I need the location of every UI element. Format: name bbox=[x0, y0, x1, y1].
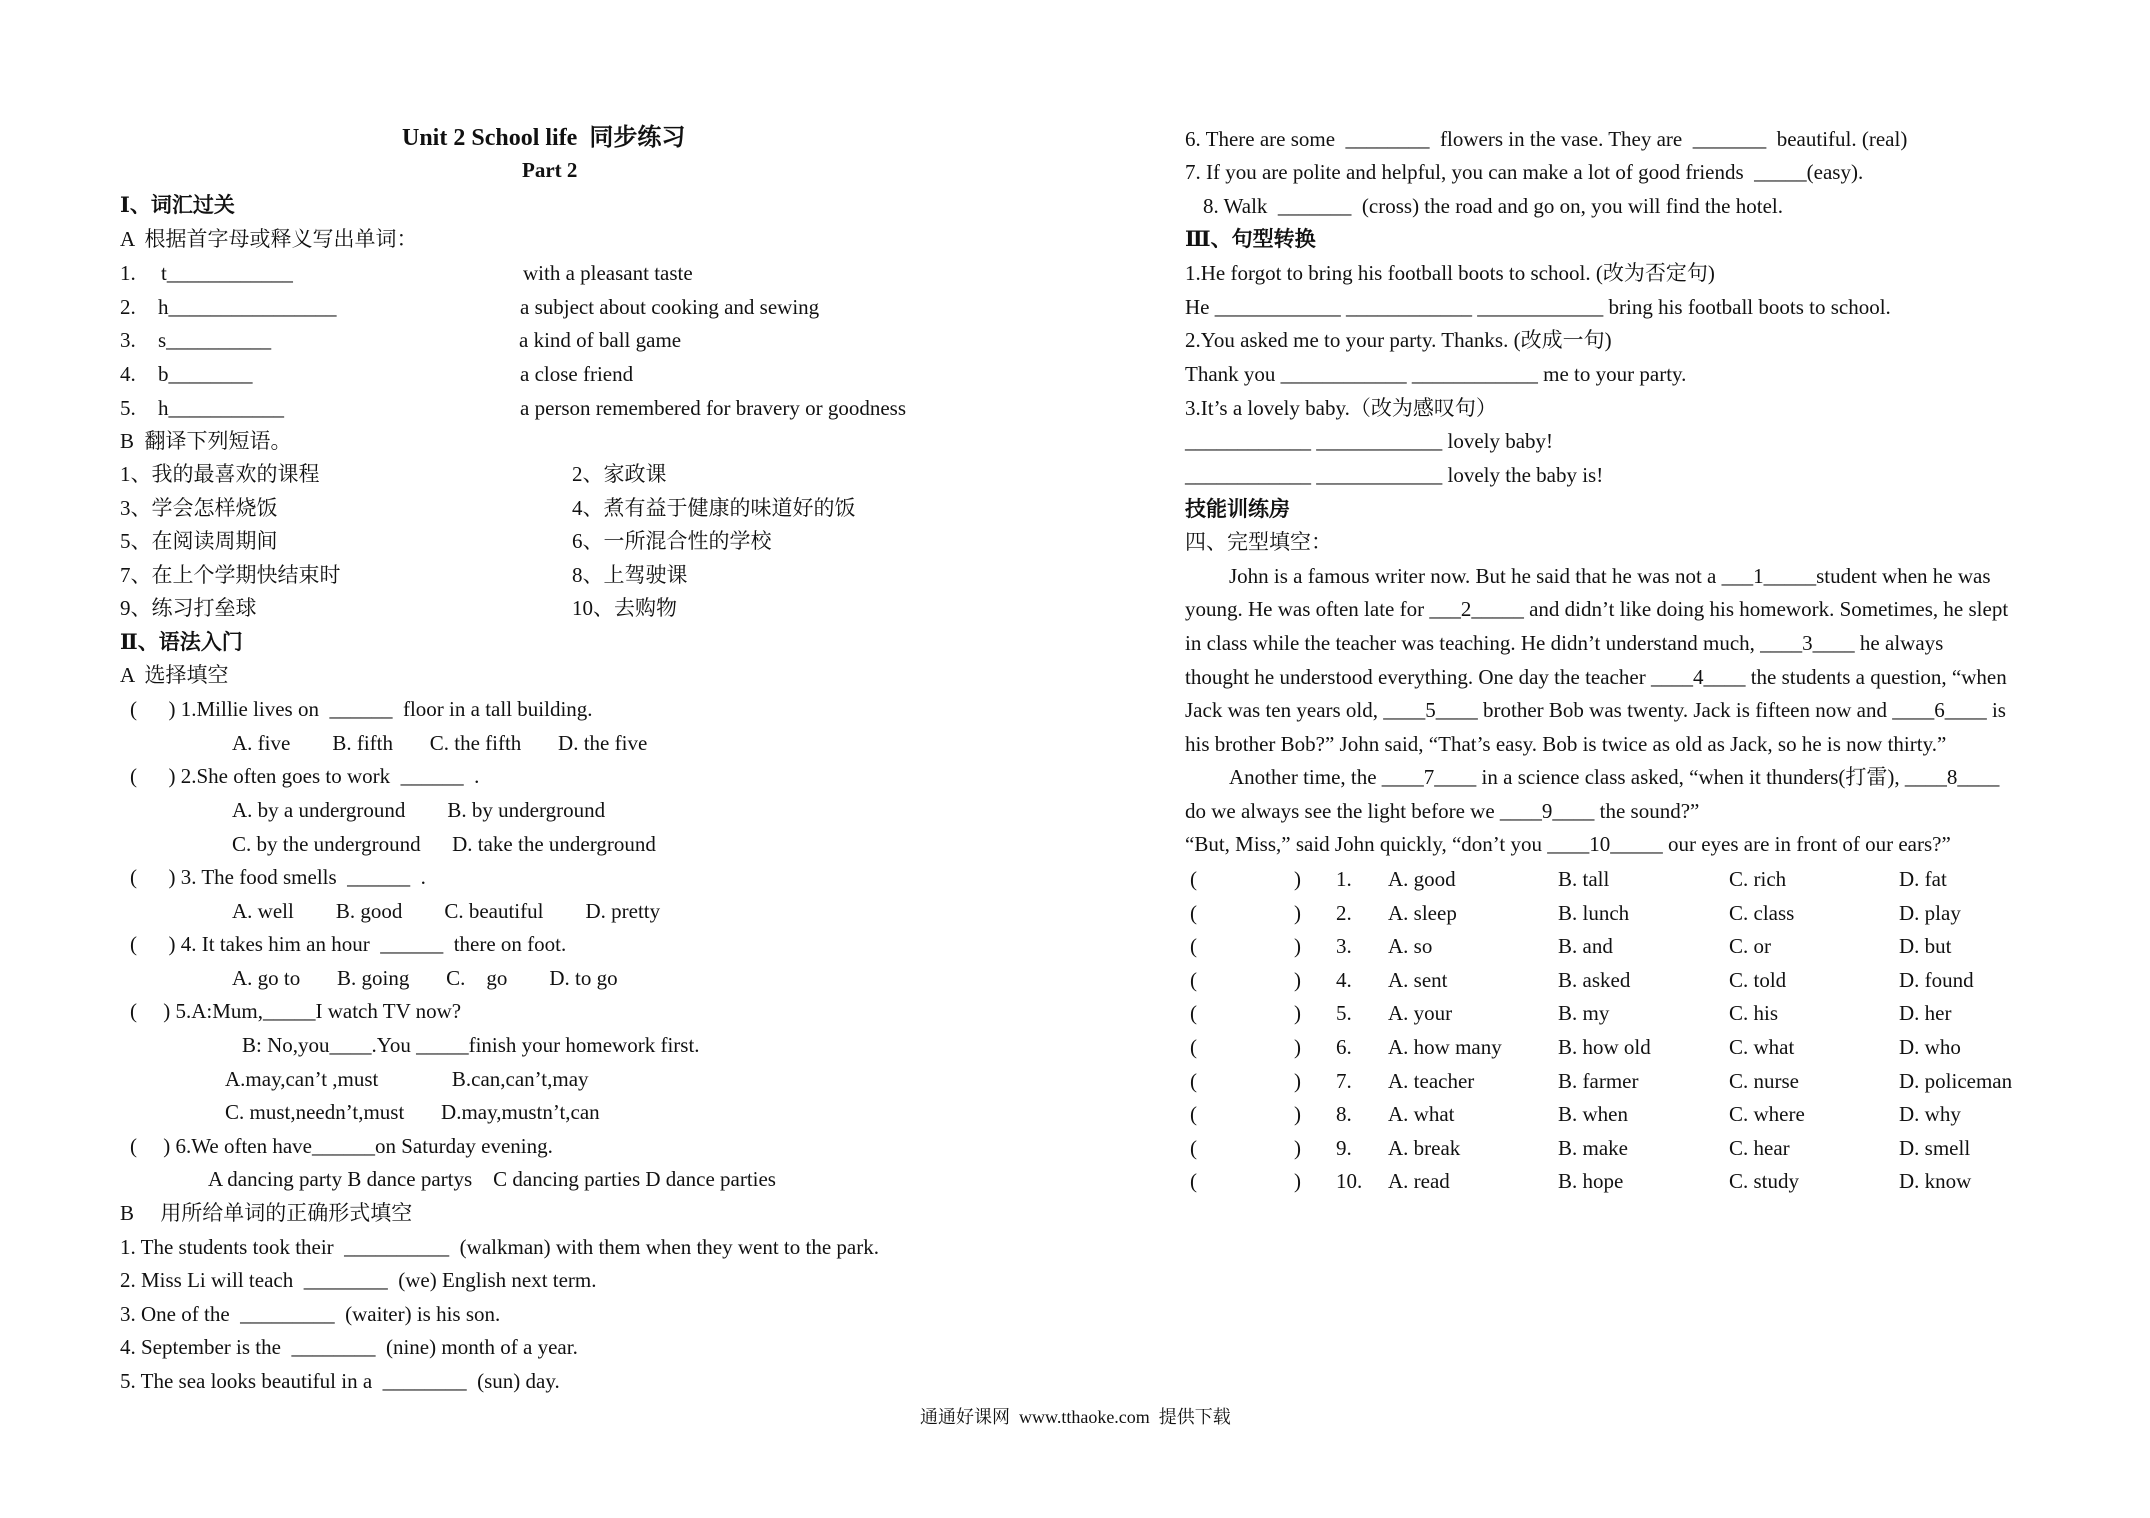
word-definition: with a pleasant taste bbox=[523, 261, 693, 285]
word-number: 2. bbox=[120, 295, 136, 319]
option-a: A. teacher bbox=[1388, 1068, 1475, 1093]
option-c: C. hear bbox=[1729, 1135, 1790, 1160]
option-d: D. know bbox=[1899, 1169, 1972, 1194]
page-subtitle: Part 2 bbox=[522, 158, 578, 182]
option-b: B. and bbox=[1558, 934, 1613, 959]
transform-line: ____________ ____________ lovely the baby is! bbox=[1185, 463, 1604, 487]
answer-paren: ) bbox=[1294, 1001, 1301, 1026]
option-c: C. nurse bbox=[1729, 1068, 1799, 1093]
answer-paren: ( bbox=[1190, 1001, 1197, 1026]
passage-line: thought he understood everything. One day the teacher ____4____ the students a question, “when bbox=[1185, 665, 2007, 689]
passage-line: young. He was often late for ___2_____ and didn’t like doing his homework. Sometimes, he slept bbox=[1185, 597, 2009, 621]
phrase-item: 10、去购物 bbox=[572, 596, 677, 620]
option-d: D. found bbox=[1899, 967, 1974, 992]
option-c: C. where bbox=[1729, 1102, 1805, 1127]
question-options: A. five B. fifth C. the fifth D. the five bbox=[232, 731, 648, 755]
fill-item: 5. The sea looks beautiful in a ________ (sun) day. bbox=[120, 1369, 560, 1393]
answer-paren: ) bbox=[1294, 934, 1301, 959]
section-1a-heading: A 根据首字母或释义写出单词： bbox=[120, 227, 418, 251]
phrase-item: 4、煮有益于健康的味道好的饭 bbox=[572, 496, 856, 520]
section-4-heading: 技能训练房 bbox=[1185, 497, 1290, 521]
option-c: C. his bbox=[1729, 1001, 1779, 1026]
word-definition: a close friend bbox=[520, 362, 634, 386]
question: ( ) 3. The food smells ______ . bbox=[130, 865, 426, 889]
transform-line: 2.You asked me to your party. Thanks. (改成一句) bbox=[1185, 328, 1612, 352]
question: ( ) 1.Millie lives on ______ floor in a tall building. bbox=[130, 697, 593, 721]
question: ( ) 2.She often goes to work ______ . bbox=[130, 764, 480, 788]
question-dialogue: B: No,you____.You _____finish your homework first. bbox=[242, 1033, 700, 1057]
fill-item: 3. One of the _________ (waiter) is his son. bbox=[120, 1302, 501, 1326]
section-2a-heading: A 选择填空 bbox=[120, 663, 229, 687]
transform-line: Thank you ____________ ____________ me to your party. bbox=[1185, 362, 1687, 386]
option-b: B. how old bbox=[1558, 1035, 1651, 1059]
passage-line: “But, Miss,” said John quickly, “don’t you ____10_____ our eyes are in front of our ears?” bbox=[1185, 832, 1951, 856]
transform-line: ____________ ____________ lovely baby! bbox=[1185, 429, 1554, 453]
option-d: D. but bbox=[1899, 934, 1952, 959]
passage-line: Jack was ten years old, ____5____ brother Bob was twenty. Jack is fifteen now and ____6____ is bbox=[1185, 698, 2006, 722]
transform-line: He ____________ ____________ ____________ bring his football boots to school. bbox=[1185, 295, 1891, 319]
fill-item: 8. Walk _______ (cross) the road and go on, you will find the hotel. bbox=[1203, 194, 1783, 218]
answer-paren: ) bbox=[1294, 1135, 1301, 1160]
phrase-item: 3、学会怎样烧饭 bbox=[120, 496, 278, 520]
question-options: A. go to B. going C. go D. to go bbox=[232, 966, 618, 990]
section-2-heading: Ⅱ、语法入门 bbox=[120, 630, 243, 654]
option-b: B. tall bbox=[1558, 867, 1610, 891]
word-definition: a subject about cooking and sewing bbox=[520, 295, 820, 319]
option-a: A. so bbox=[1388, 934, 1433, 959]
section-2b-heading: B 用所给单词的正确形式填空 bbox=[120, 1201, 413, 1225]
answer-paren: ( bbox=[1190, 1102, 1197, 1127]
word-definition: a person remembered for bravery or goodness bbox=[520, 396, 907, 420]
word-blank: b________ bbox=[158, 362, 253, 386]
option-b: B. asked bbox=[1558, 967, 1631, 992]
option-c: C. what bbox=[1729, 1035, 1795, 1059]
phrase-item: 5、在阅读周期间 bbox=[120, 529, 278, 553]
option-number: 2. bbox=[1336, 900, 1352, 925]
option-c: C. class bbox=[1729, 900, 1795, 925]
answer-paren: ) bbox=[1294, 900, 1301, 925]
option-d: D. play bbox=[1899, 900, 1961, 925]
option-c: C. study bbox=[1729, 1169, 1800, 1194]
option-d: D. fat bbox=[1899, 867, 1947, 891]
section-4-subheading: 四、完型填空： bbox=[1185, 530, 1332, 554]
answer-paren: ( bbox=[1190, 967, 1197, 992]
fill-item: 4. September is the ________ (nine) month of a year. bbox=[120, 1335, 578, 1359]
option-b: B. my bbox=[1558, 1001, 1610, 1026]
answer-paren: ) bbox=[1294, 867, 1301, 891]
answer-paren: ( bbox=[1190, 1135, 1197, 1160]
footer-text: 通通好课网 www.tthaoke.com 提供下载 bbox=[920, 1407, 1231, 1427]
option-a: A. sent bbox=[1388, 967, 1448, 992]
question: ( ) 5.A:Mum,_____I watch TV now? bbox=[130, 999, 462, 1023]
transform-line: 1.He forgot to bring his football boots to school. (改为否定句) bbox=[1185, 261, 1715, 285]
option-number: 8. bbox=[1336, 1102, 1352, 1127]
option-b: B. make bbox=[1558, 1135, 1628, 1160]
option-number: 7. bbox=[1336, 1068, 1352, 1093]
word-definition: a kind of ball game bbox=[519, 328, 682, 352]
option-c: C. rich bbox=[1729, 867, 1787, 891]
option-d: D. who bbox=[1899, 1035, 1961, 1059]
phrase-item: 7、在上个学期快结束时 bbox=[120, 563, 341, 587]
answer-paren: ( bbox=[1190, 1068, 1197, 1093]
option-number: 5. bbox=[1336, 1001, 1352, 1026]
word-number: 3. bbox=[120, 328, 136, 352]
passage-line: do we always see the light before we ____9____ the sound?” bbox=[1185, 799, 1700, 823]
page-title: Unit 2 School life 同步练习 bbox=[402, 125, 686, 151]
word-number: 1. bbox=[120, 261, 136, 285]
option-a: A. how many bbox=[1388, 1035, 1502, 1059]
question-options: A. well B. good C. beautiful D. pretty bbox=[232, 899, 661, 923]
passage-line: in class while the teacher was teaching. He didn’t understand much, ____3____ he always bbox=[1185, 631, 1944, 655]
phrase-item: 8、上驾驶课 bbox=[572, 563, 688, 587]
option-c: C. told bbox=[1729, 967, 1787, 992]
answer-paren: ) bbox=[1294, 1102, 1301, 1127]
word-blank: s__________ bbox=[158, 328, 272, 352]
fill-item: 6. There are some ________ flowers in the vase. They are _______ beautiful. (real) bbox=[1185, 127, 1908, 151]
question: ( ) 4. It takes him an hour ______ there on foot. bbox=[130, 932, 567, 956]
fill-item: 1. The students took their __________ (walkman) with them when they went to the park. bbox=[120, 1235, 879, 1259]
option-b: B. hope bbox=[1558, 1169, 1624, 1194]
section-1b-heading: B 翻译下列短语。 bbox=[120, 429, 292, 453]
option-b: B. lunch bbox=[1558, 900, 1630, 925]
option-d: D. smell bbox=[1899, 1135, 1971, 1160]
passage-line: John is a famous writer now. But he said that he was not a ___1_____student when he was bbox=[1229, 564, 1991, 588]
option-b: B. when bbox=[1558, 1102, 1628, 1127]
phrase-item: 9、练习打垒球 bbox=[120, 596, 257, 620]
option-c: C. or bbox=[1729, 934, 1771, 959]
option-a: A. what bbox=[1388, 1102, 1455, 1127]
option-number: 9. bbox=[1336, 1135, 1352, 1160]
option-d: D. policeman bbox=[1899, 1068, 2013, 1093]
passage-line: Another time, the ____7____ in a science class asked, “when it thunders(打雷), ____8____ bbox=[1229, 765, 2000, 789]
phrase-item: 6、一所混合性的学校 bbox=[572, 529, 772, 553]
option-a: A. good bbox=[1388, 867, 1456, 891]
passage-line: his brother Bob?” John said, “That’s easy. Bob is twice as old as Jack, so he is now thirty.” bbox=[1185, 732, 1947, 756]
word-blank: t____________ bbox=[161, 261, 293, 285]
answer-paren: ) bbox=[1294, 1169, 1301, 1194]
answer-paren: ) bbox=[1294, 967, 1301, 992]
phrase-item: 2、家政课 bbox=[572, 462, 667, 486]
question-options: C. by the underground D. take the underground bbox=[232, 832, 656, 856]
option-number: 1. bbox=[1336, 867, 1352, 891]
fill-item: 2. Miss Li will teach ________ (we) English next term. bbox=[120, 1268, 597, 1292]
answer-paren: ( bbox=[1190, 867, 1197, 891]
option-number: 6. bbox=[1336, 1035, 1352, 1059]
answer-paren: ( bbox=[1190, 900, 1197, 925]
option-number: 3. bbox=[1336, 934, 1352, 959]
answer-paren: ( bbox=[1190, 934, 1197, 959]
question-options: A dancing party B dance partys C dancing parties D dance parties bbox=[208, 1167, 776, 1191]
answer-paren: ( bbox=[1190, 1035, 1197, 1059]
word-blank: h___________ bbox=[158, 396, 284, 420]
section-3-heading: Ⅲ、句型转换 bbox=[1185, 227, 1316, 251]
question-options: C. must,needn’t,must D.may,mustn’t,can bbox=[225, 1100, 600, 1124]
answer-paren: ) bbox=[1294, 1068, 1301, 1093]
option-b: B. farmer bbox=[1558, 1068, 1639, 1093]
transform-line: 3.It’s a lovely baby.（改为感叹句） bbox=[1185, 396, 1497, 420]
option-number: 10. bbox=[1336, 1169, 1363, 1194]
question: ( ) 6.We often have______on Saturday evening. bbox=[130, 1134, 553, 1158]
option-a: A. break bbox=[1388, 1135, 1461, 1160]
answer-paren: ( bbox=[1190, 1169, 1197, 1194]
option-a: A. sleep bbox=[1388, 900, 1457, 925]
fill-item: 7. If you are polite and helpful, you can make a lot of good friends _____(easy). bbox=[1185, 160, 1864, 184]
question-options: A.may,can’t ,must B.can,can’t,may bbox=[225, 1067, 589, 1091]
section-1-heading: Ⅰ、词汇过关 bbox=[120, 193, 235, 217]
word-blank: h________________ bbox=[158, 295, 337, 319]
question-options: A. by a underground B. by underground bbox=[232, 798, 606, 822]
option-d: D. why bbox=[1899, 1102, 1961, 1127]
answer-paren: ) bbox=[1294, 1035, 1301, 1059]
option-a: A. read bbox=[1388, 1169, 1450, 1194]
option-number: 4. bbox=[1336, 967, 1352, 992]
word-number: 4. bbox=[120, 362, 136, 386]
option-a: A. your bbox=[1388, 1001, 1453, 1026]
phrase-item: 1、我的最喜欢的课程 bbox=[120, 462, 320, 486]
option-d: D. her bbox=[1899, 1001, 1952, 1026]
word-number: 5. bbox=[120, 396, 136, 420]
